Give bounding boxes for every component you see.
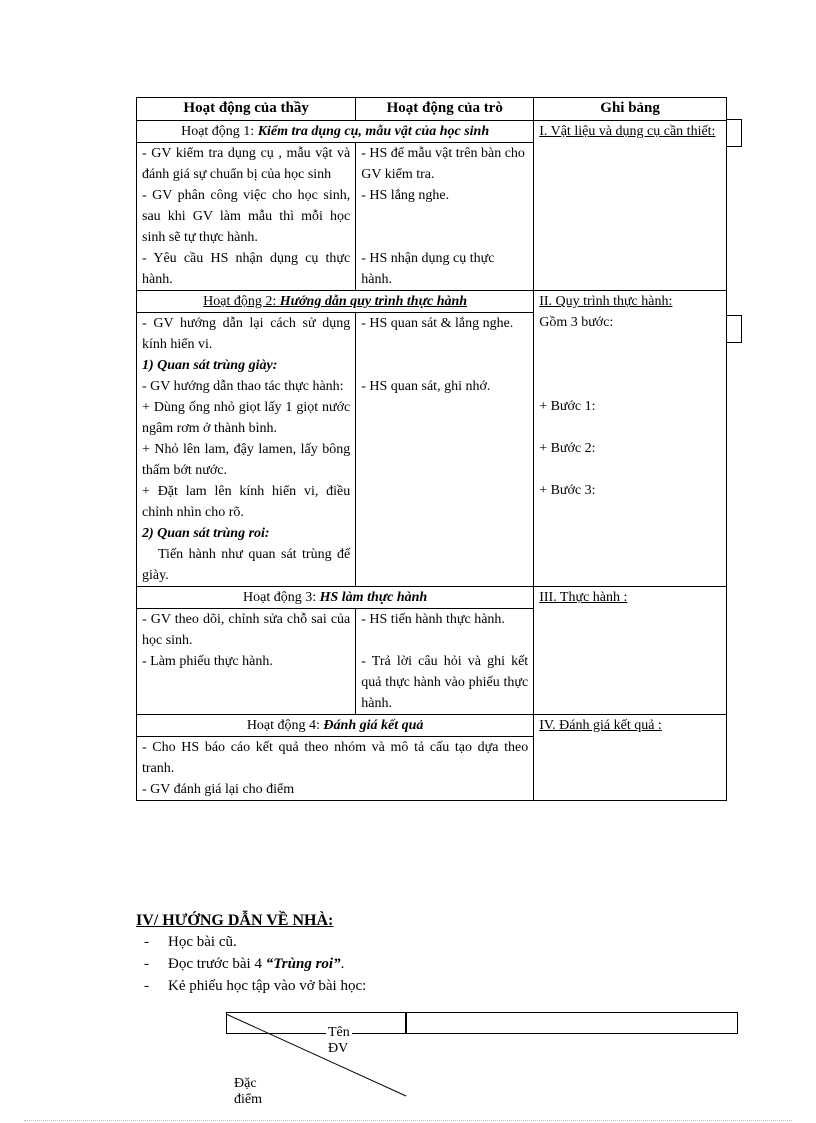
list-item: - Kẻ phiếu học tập vào vở bài học: — [144, 978, 367, 994]
activity2-student: - HS quan sát & lắng nghe. - HS quan sát, ghi nhớ. — [356, 313, 534, 587]
page-bottom-divider — [24, 1120, 792, 1121]
homework-section — [136, 910, 366, 998]
list-item: - Đọc trước bài 4 “Trùng roi”. — [144, 956, 345, 972]
activity3-board: III. Thực hành : — [534, 587, 727, 715]
sheet-label-animal-name: Tên ĐV — [328, 1025, 350, 1056]
activity1-student: - HS để mẫu vật trên bàn cho GV kiểm tra. - HS lắng nghe. - HS nhận dụng cụ thực hành. — [356, 143, 534, 291]
activity1-title-row — [137, 121, 727, 143]
activity3-title-row — [137, 587, 727, 609]
sheet-empty-cell — [406, 1012, 738, 1034]
activity3-student: - HS tiến hành thực hành. - Trả lời câu hỏi và ghi kết quả thực hành vào phiếu thực hành. — [356, 609, 534, 715]
activity4-title: Hoạt động 4: Đánh giá kết quả — [137, 715, 534, 737]
margin-bracket-2 — [727, 315, 742, 343]
activity2-title-row — [137, 291, 727, 313]
table-header-row — [137, 98, 727, 121]
list-item: - Học bài cũ. — [144, 934, 237, 950]
margin-bracket-1 — [727, 119, 742, 147]
activity1-board: I. Vật liệu và dụng cụ cần thiết: — [534, 121, 727, 291]
activity1-teacher: - GV kiểm tra dụng cụ , mẫu vật và đánh giá sự chuẩn bị của học sinh - GV phân công việc cho học sinh, sau khi GV làm mẫu thì mỗi học sinh sẽ tự thực hành. - Yêu cầu HS nhận dụng cụ thực hành. — [137, 143, 356, 291]
homework-title: IV/ HƯỚNG DẪN VỀ NHÀ: — [136, 912, 334, 929]
homework-list — [136, 932, 366, 998]
sheet-label-characteristics: Đặc điểm — [234, 1076, 262, 1107]
activity2-title: Hoạt động 2: Hướng dẫn quy trình thực hành — [137, 291, 534, 313]
activity2-board: II. Quy trình thực hành: Gồm 3 bước: + Bước 1: + Bước 2: + Bước 3: — [534, 291, 727, 587]
activity2-teacher: - GV hướng dẫn lại cách sử dụng kính hiển vi. 1) Quan sát trùng giày: - GV hướng dẫn thao tác thực hành: + Dùng ống nhỏ giọt lấy 1 giọt nước ngâm rơm ở thành bình. + Nhỏ lên lam, đậy lamen, lấy bông thấm bớt nước. + Đặt lam lên kính hiển vi, điều chỉnh nhìn cho rõ. 2) Quan sát trùng roi: Tiến hành như quan sát trùng đế giày. — [137, 313, 356, 587]
lesson-table — [136, 97, 727, 801]
activity4-board: IV. Đánh giá kết quả : — [534, 715, 727, 801]
activity4-title-row — [137, 715, 727, 737]
activity3-teacher: - GV theo dõi, chỉnh sửa chỗ sai của học sinh. - Làm phiếu thực hành. — [137, 609, 356, 715]
activity4-content: - Cho HS báo cáo kết quả theo nhóm và mô tả cấu tạo dựa theo tranh. - GV đánh giá lại cho điểm — [137, 737, 534, 801]
activity3-title: Hoạt động 3: HS làm thực hành — [137, 587, 534, 609]
activity1-title: Hoạt động 1: Kiểm tra dụng cụ, mẫu vật của học sinh — [137, 121, 534, 143]
header-student: Hoạt động của trò — [356, 98, 534, 121]
header-teacher: Hoạt động của thầy — [137, 98, 356, 121]
header-board: Ghi bảng — [534, 98, 727, 121]
